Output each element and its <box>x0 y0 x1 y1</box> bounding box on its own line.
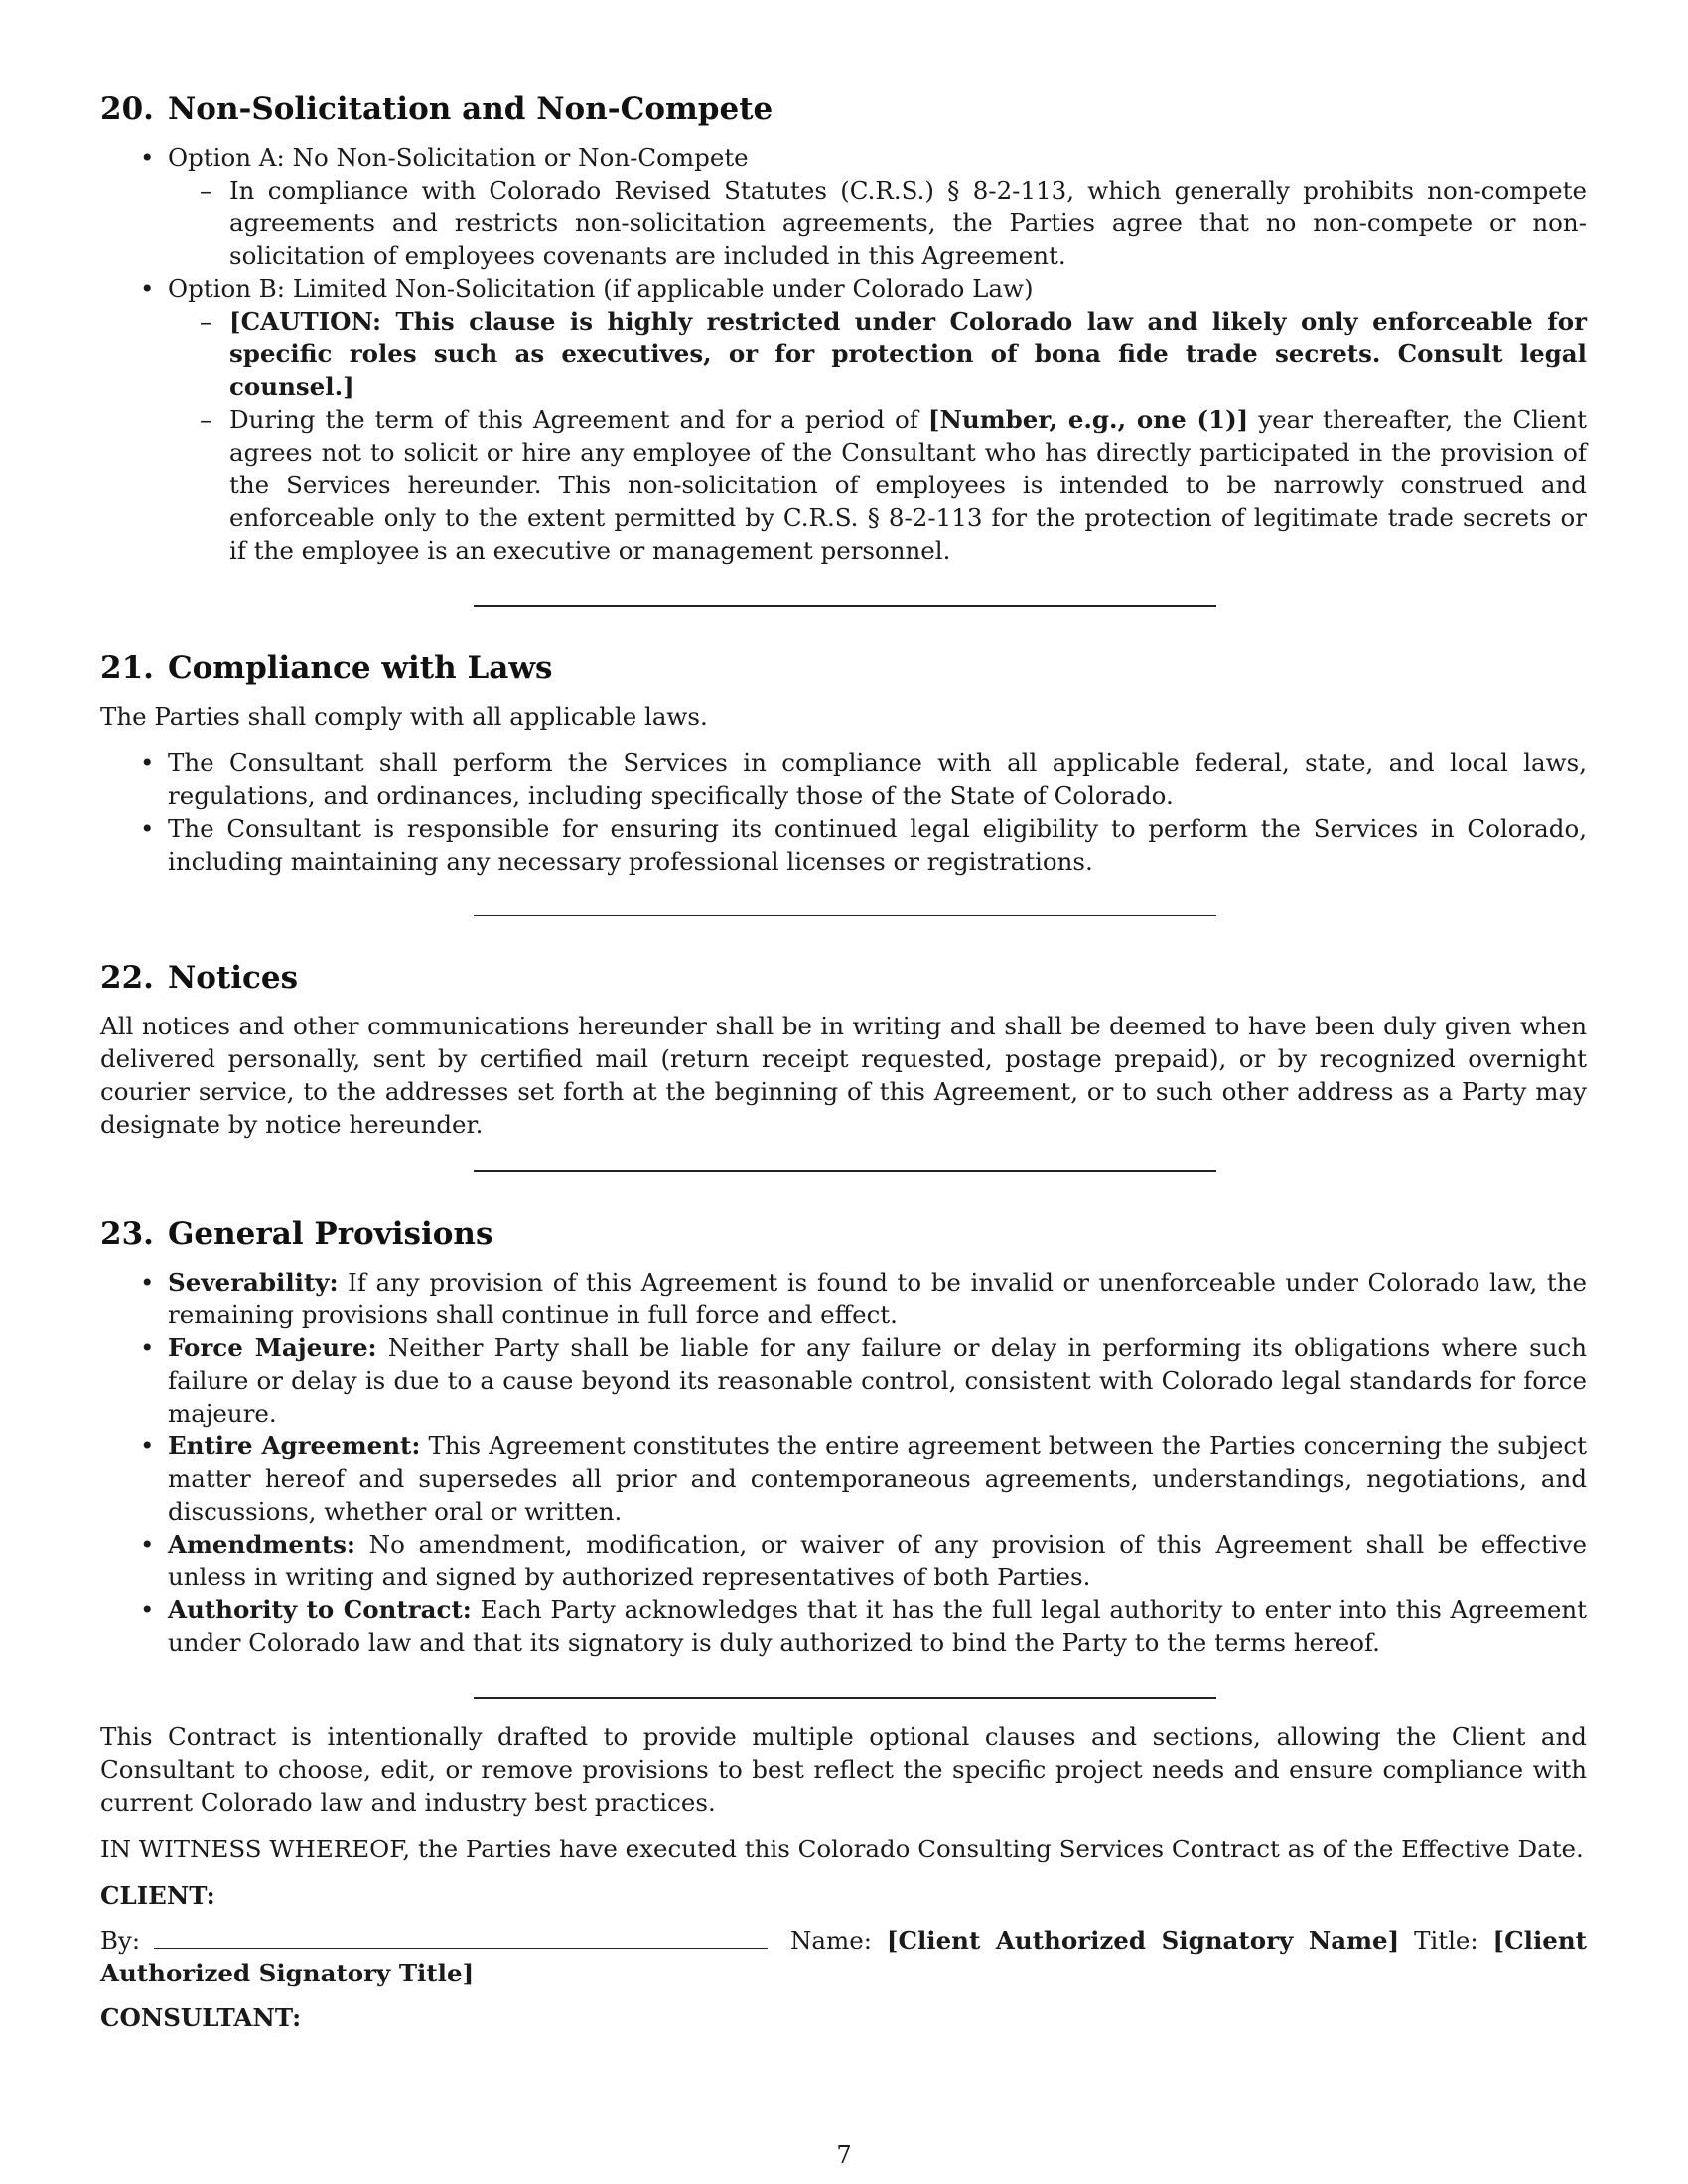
client-title-placeholder: [Client Authorized Signatory Title] <box>100 1926 1587 1987</box>
section-20-heading: 20. Non-Solicitation and Non-Compete <box>100 91 774 127</box>
bullet-icon: • <box>140 1268 155 1297</box>
option-a-text: – In compliance with Colorado Revised Statutes (C.R.S.) § 8-2-113, which generally prohibits non-compete agreements and restricts non-solicitation agreements, the Parties agree that no non-compete or non-solicitation of employees covenants are included in this Agreement. <box>200 176 1587 270</box>
bullet-icon: • <box>140 274 155 303</box>
option-b: • Option B: Limited Non-Solicitation (if applicable under Colorado Law) – [CAUTION: This clause is highly restricted under Colorado law and likely only enforceable for specific roles such as executives, or for protection of bona fide trade secrets. Consult legal counsel.] – During the term of this Agreement and for a period of [Number, e.g., one (1)] year thereafter, the Client agrees not to solicit or hire any employee of the Consultant who has directly participated in the provision of the Services hereunder. This non-solicitation of employees is intended to be narrowly construed and enforceable only to the extent permitted by C.R.S. § 8-2-113 for the protection of legitimate trade secrets or if the employee is an executive or management personnel. <box>140 274 1587 565</box>
section-20-options <box>100 141 1587 567</box>
option-b-text: – During the term of this Agreement and for a period of [Number, e.g., one (1)] year thereafter, the Client agrees not to solicit or hire any employee of the Consultant who has directly participated in the provision of the Services hereunder. This non-solicitation of employees is intended to be narrowly construed and enforceable only to the extent permitted by C.R.S. § 8-2-113 for the protection of legitimate trade secrets or if the employee is an executive or management personnel. <box>200 405 1587 565</box>
page-number: 7 <box>836 2141 852 2169</box>
client-signature-block: By: Name: [Client Authorized Signatory Name] Title: [Client Authorized Signatory Title] <box>100 1926 1587 1987</box>
witness-statement: IN WITNESS WHEREOF, the Parties have executed this Colorado Consulting Services Contract as of the Effective Date. <box>100 1835 1584 1863</box>
client-label: CLIENT: <box>100 1881 215 1910</box>
section-23-list <box>100 1266 1587 1659</box>
bullet-icon: • <box>140 1432 155 1460</box>
section-divider <box>474 605 1216 607</box>
consultant-label: CONSULTANT: <box>100 2003 302 2032</box>
dash-icon: – <box>200 405 212 434</box>
section-22-heading: 22. Notices <box>100 960 299 996</box>
section-divider <box>474 915 1216 916</box>
bullet-icon: • <box>140 143 155 172</box>
section-23 <box>100 1214 1587 1659</box>
document-page <box>100 89 1587 2046</box>
closing <box>100 1720 1587 2034</box>
list-item: • The Consultant shall perform the Services in compliance with all applicable federal, state, and local laws, regulations, and ordinances, including specifically those of the State of Colorado. <box>140 749 1587 810</box>
bullet-icon: • <box>140 1595 155 1624</box>
list-item: • Authority to Contract: Each Party acknowledges that it has the full legal authority to enter into this Agreement under Colorado law and that its signatory is duly authorized to bind the Party to the terms hereof. <box>140 1595 1587 1657</box>
section-20 <box>100 89 1587 567</box>
list-item: • The Consultant is responsible for ensuring its continued legal eligibility to perform the Services in Colorado, including maintaining any necessary professional licenses or registrations. <box>140 814 1587 876</box>
bullet-icon: • <box>140 814 155 843</box>
client-name-placeholder: [Client Authorized Signatory Name] <box>886 1926 1400 1955</box>
section-21-heading: 21. Compliance with Laws <box>100 650 553 686</box>
section-divider <box>474 1697 1216 1699</box>
bullet-icon: • <box>140 1333 155 1362</box>
list-item: • Amendments: No amendment, modification, or waiver of any provision of this Agreement shall be effective unless in writing and signed by authorized representatives of both Parties. <box>140 1530 1587 1591</box>
bullet-icon: • <box>140 749 155 777</box>
option-a: • Option A: No Non-Solicitation or Non-Compete – In compliance with Colorado Revised Statutes (C.R.S.) § 8-2-113, which generally prohibits non-compete agreements and restricts non-solicitation agreements, the Parties agree that no non-compete or non-solicitation of employees covenants are included in this Agreement. <box>140 143 1587 270</box>
section-22-text: All notices and other communications hereunder shall be in writing and shall be deemed to have been duly given when delivered personally, sent by certified mail (return receipt requested, postage prepaid), or by recognized overnight courier service, to the addresses set forth at the beginning of this Agreement, or to such other address as a Party may designate by notice hereunder. <box>100 1012 1587 1139</box>
section-23-heading: 23. General Provisions <box>100 1216 493 1252</box>
section-22 <box>100 958 1587 1141</box>
section-divider <box>474 1170 1216 1172</box>
signature-line[interactable] <box>154 1926 768 1949</box>
option-b-caution: – [CAUTION: This clause is highly restricted under Colorado law and likely only enforceable for specific roles such as executives, or for protection of bona fide trade secrets. Consult legal counsel.] <box>200 307 1587 401</box>
list-item: • Force Majeure: Neither Party shall be liable for any failure or delay in performing its obligations where such failure or delay is due to a cause beyond its reasonable control, consistent with Colorado legal standards for force majeure. <box>140 1333 1588 1428</box>
list-item: • Severability: If any provision of this Agreement is found to be invalid or unenforceable under Colorado law, the remaining provisions shall continue in full force and effect. <box>140 1268 1587 1329</box>
section-21-intro: The Parties shall comply with all applicable laws. <box>100 702 708 731</box>
list-item: • Entire Agreement: This Agreement constitutes the entire agreement between the Parties concerning the subject matter hereof and supersedes all prior and contemporaneous agreements, understandings, negotiations, and discussions, whether oral or written. <box>140 1432 1588 1526</box>
section-21-list <box>100 747 1587 878</box>
dash-icon: – <box>200 176 212 205</box>
bullet-icon: • <box>140 1530 155 1559</box>
section-21 <box>100 648 1587 878</box>
dash-icon: – <box>200 307 212 336</box>
closing-note: This Contract is intentionally drafted to provide multiple optional clauses and sections, allowing the Client and Consultant to choose, edit, or remove provisions to best reflect the specific project needs and ensure compliance with current Colorado law and industry best practices. <box>100 1722 1587 1817</box>
